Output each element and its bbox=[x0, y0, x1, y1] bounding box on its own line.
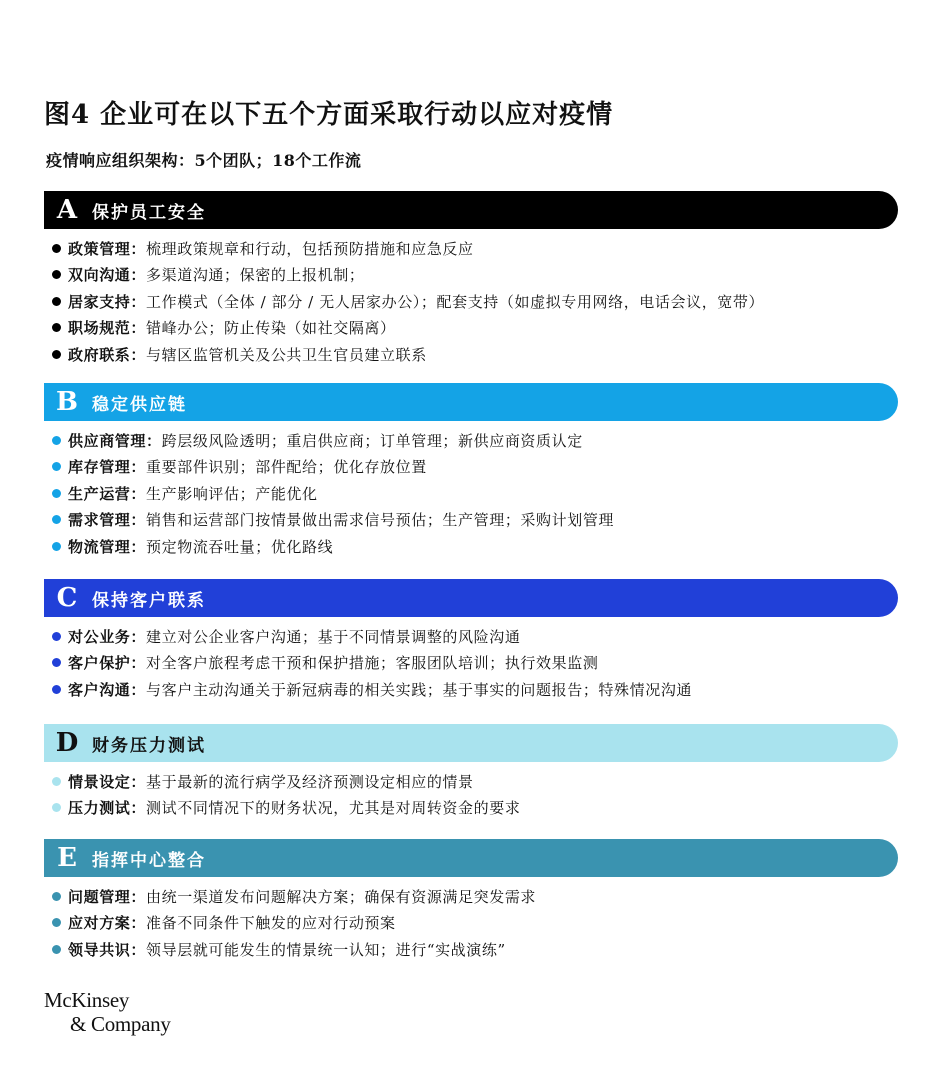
bullet-icon bbox=[52, 945, 61, 954]
item-label: 领导共识 bbox=[68, 940, 131, 959]
bullet-icon bbox=[52, 658, 61, 667]
item-label: 政策管理 bbox=[68, 239, 131, 258]
item-separator: ： bbox=[130, 345, 147, 364]
section-c bbox=[44, 579, 898, 703]
item-description: 与客户主动沟通关于新冠病毒的相关实践；基于事实的问题报告；特殊情况沟通 bbox=[146, 680, 693, 699]
bullet-icon bbox=[52, 297, 61, 306]
list-item bbox=[44, 427, 898, 454]
item-label: 政府联系 bbox=[68, 345, 131, 364]
section-d bbox=[44, 724, 898, 821]
item-separator: ： bbox=[130, 887, 147, 906]
section-item-list bbox=[44, 883, 898, 963]
item-description: 错峰办公；防止传染（如社交隔离） bbox=[146, 319, 396, 338]
item-description: 多渠道沟通；保密的上报机制； bbox=[146, 266, 365, 285]
bullet-icon bbox=[52, 462, 61, 471]
section-banner bbox=[44, 191, 898, 229]
bullet-icon bbox=[52, 244, 61, 253]
section-banner bbox=[44, 579, 898, 617]
list-item bbox=[44, 288, 898, 315]
item-separator: ： bbox=[130, 239, 147, 258]
bullet-icon bbox=[52, 436, 61, 445]
page-subtitle: 疫情响应组织架构：5个团队；18个工作流 bbox=[46, 151, 362, 170]
logo-line-2: & Company bbox=[70, 1012, 171, 1036]
mckinsey-logo bbox=[44, 988, 171, 1036]
item-label: 供应商管理 bbox=[68, 431, 147, 450]
item-separator: ： bbox=[130, 799, 147, 818]
list-item bbox=[44, 768, 898, 795]
section-banner bbox=[44, 383, 898, 421]
item-label: 库存管理 bbox=[68, 458, 131, 477]
item-label: 居家支持 bbox=[68, 292, 131, 311]
section-title: 保持客户联系 bbox=[92, 590, 206, 611]
section-banner bbox=[44, 839, 898, 877]
item-separator: ： bbox=[130, 537, 147, 556]
bullet-icon bbox=[52, 489, 61, 498]
list-item bbox=[44, 795, 898, 822]
item-label: 对公业务 bbox=[68, 627, 131, 646]
bullet-icon bbox=[52, 892, 61, 901]
section-letter: B bbox=[56, 387, 78, 417]
list-item bbox=[44, 936, 898, 963]
item-separator: ： bbox=[130, 627, 147, 646]
section-b bbox=[44, 383, 898, 560]
item-description: 对全客户旅程考虑干预和保护措施；客服团队培训；执行效果监测 bbox=[146, 654, 599, 673]
item-separator: ： bbox=[130, 772, 147, 791]
section-item-list bbox=[44, 768, 898, 821]
item-label: 客户保护 bbox=[68, 654, 131, 673]
bullet-icon bbox=[52, 632, 61, 641]
section-banner bbox=[44, 724, 898, 762]
bullet-icon bbox=[52, 323, 61, 332]
bullet-icon bbox=[52, 515, 61, 524]
item-description: 梳理政策规章和行动，包括预防措施和应急反应 bbox=[146, 239, 474, 258]
item-separator: ： bbox=[130, 654, 147, 673]
section-item-list bbox=[44, 623, 898, 703]
bullet-icon bbox=[52, 803, 61, 812]
bullet-icon bbox=[52, 270, 61, 279]
item-description: 准备不同条件下触发的应对行动预案 bbox=[146, 914, 396, 933]
section-title: 财务压力测试 bbox=[92, 735, 206, 756]
item-description: 跨层级风险透明；重启供应商；订单管理；新供应商资质认定 bbox=[161, 431, 583, 450]
list-item bbox=[44, 883, 898, 910]
list-item bbox=[44, 315, 898, 342]
item-description: 生产影响评估；产能优化 bbox=[146, 484, 318, 503]
logo-line-1: McKinsey bbox=[44, 988, 130, 1012]
section-letter: C bbox=[56, 583, 78, 613]
section-e bbox=[44, 839, 898, 963]
item-label: 问题管理 bbox=[68, 887, 131, 906]
list-item bbox=[44, 623, 898, 650]
bullet-icon bbox=[52, 350, 61, 359]
item-description: 销售和运营部门按情景做出需求信号预估；生产管理；采购计划管理 bbox=[146, 511, 615, 530]
section-letter: E bbox=[57, 843, 77, 873]
item-label: 需求管理 bbox=[68, 511, 131, 530]
section-letter: A bbox=[56, 195, 78, 225]
item-separator: ： bbox=[130, 914, 147, 933]
list-item bbox=[44, 676, 898, 703]
item-label: 情景设定 bbox=[68, 772, 131, 791]
list-item bbox=[44, 480, 898, 507]
section-a bbox=[44, 191, 898, 368]
section-item-list bbox=[44, 235, 898, 368]
item-separator: ： bbox=[130, 458, 147, 477]
section-title: 稳定供应链 bbox=[92, 394, 187, 415]
bullet-icon bbox=[52, 918, 61, 927]
page-title: 图4 企业可在以下五个方面采取行动以应对疫情 bbox=[44, 100, 614, 130]
item-label: 职场规范 bbox=[68, 319, 131, 338]
list-item bbox=[44, 262, 898, 289]
item-separator: ： bbox=[130, 680, 147, 699]
item-description: 基于最新的流行病学及经济预测设定相应的情景 bbox=[146, 772, 474, 791]
list-item bbox=[44, 910, 898, 937]
item-description: 预定物流吞吐量；优化路线 bbox=[146, 537, 334, 556]
list-item bbox=[44, 507, 898, 534]
item-separator: ： bbox=[130, 511, 147, 530]
bullet-icon bbox=[52, 685, 61, 694]
item-label: 压力测试 bbox=[68, 799, 131, 818]
item-label: 客户沟通 bbox=[68, 680, 131, 699]
item-description: 重要部件识别；部件配给；优化存放位置 bbox=[146, 458, 427, 477]
section-letter: D bbox=[55, 728, 79, 758]
item-label: 生产运营 bbox=[68, 484, 131, 503]
list-item bbox=[44, 341, 898, 368]
item-description: 建立对公企业客户沟通；基于不同情景调整的风险沟通 bbox=[146, 627, 521, 646]
item-label: 应对方案 bbox=[68, 914, 131, 933]
item-separator: ： bbox=[130, 266, 147, 285]
item-separator: ： bbox=[130, 292, 147, 311]
item-description: 领导层就可能发生的情景统一认知；进行“实战演练” bbox=[146, 940, 506, 959]
section-title: 保护员工安全 bbox=[92, 202, 206, 223]
section-item-list bbox=[44, 427, 898, 560]
item-separator: ： bbox=[130, 319, 147, 338]
list-item bbox=[44, 454, 898, 481]
item-label: 双向沟通 bbox=[68, 266, 131, 285]
item-description: 工作模式（全体 / 部分 / 无人居家办公）；配套支持（如虚拟专用网络，电话会议，宽带） bbox=[146, 292, 765, 311]
list-item bbox=[44, 650, 898, 677]
bullet-icon bbox=[52, 542, 61, 551]
item-separator: ： bbox=[146, 431, 162, 450]
item-separator: ： bbox=[130, 940, 147, 959]
item-separator: ： bbox=[130, 484, 147, 503]
list-item bbox=[44, 235, 898, 262]
item-description: 测试不同情况下的财务状况，尤其是对周转资金的要求 bbox=[146, 799, 521, 818]
section-title: 指挥中心整合 bbox=[92, 850, 206, 871]
list-item bbox=[44, 533, 898, 560]
bullet-icon bbox=[52, 777, 61, 786]
item-label: 物流管理 bbox=[68, 537, 131, 556]
item-description: 由统一渠道发布问题解决方案；确保有资源满足突发需求 bbox=[146, 887, 537, 906]
item-description: 与辖区监管机关及公共卫生官员建立联系 bbox=[146, 345, 427, 364]
